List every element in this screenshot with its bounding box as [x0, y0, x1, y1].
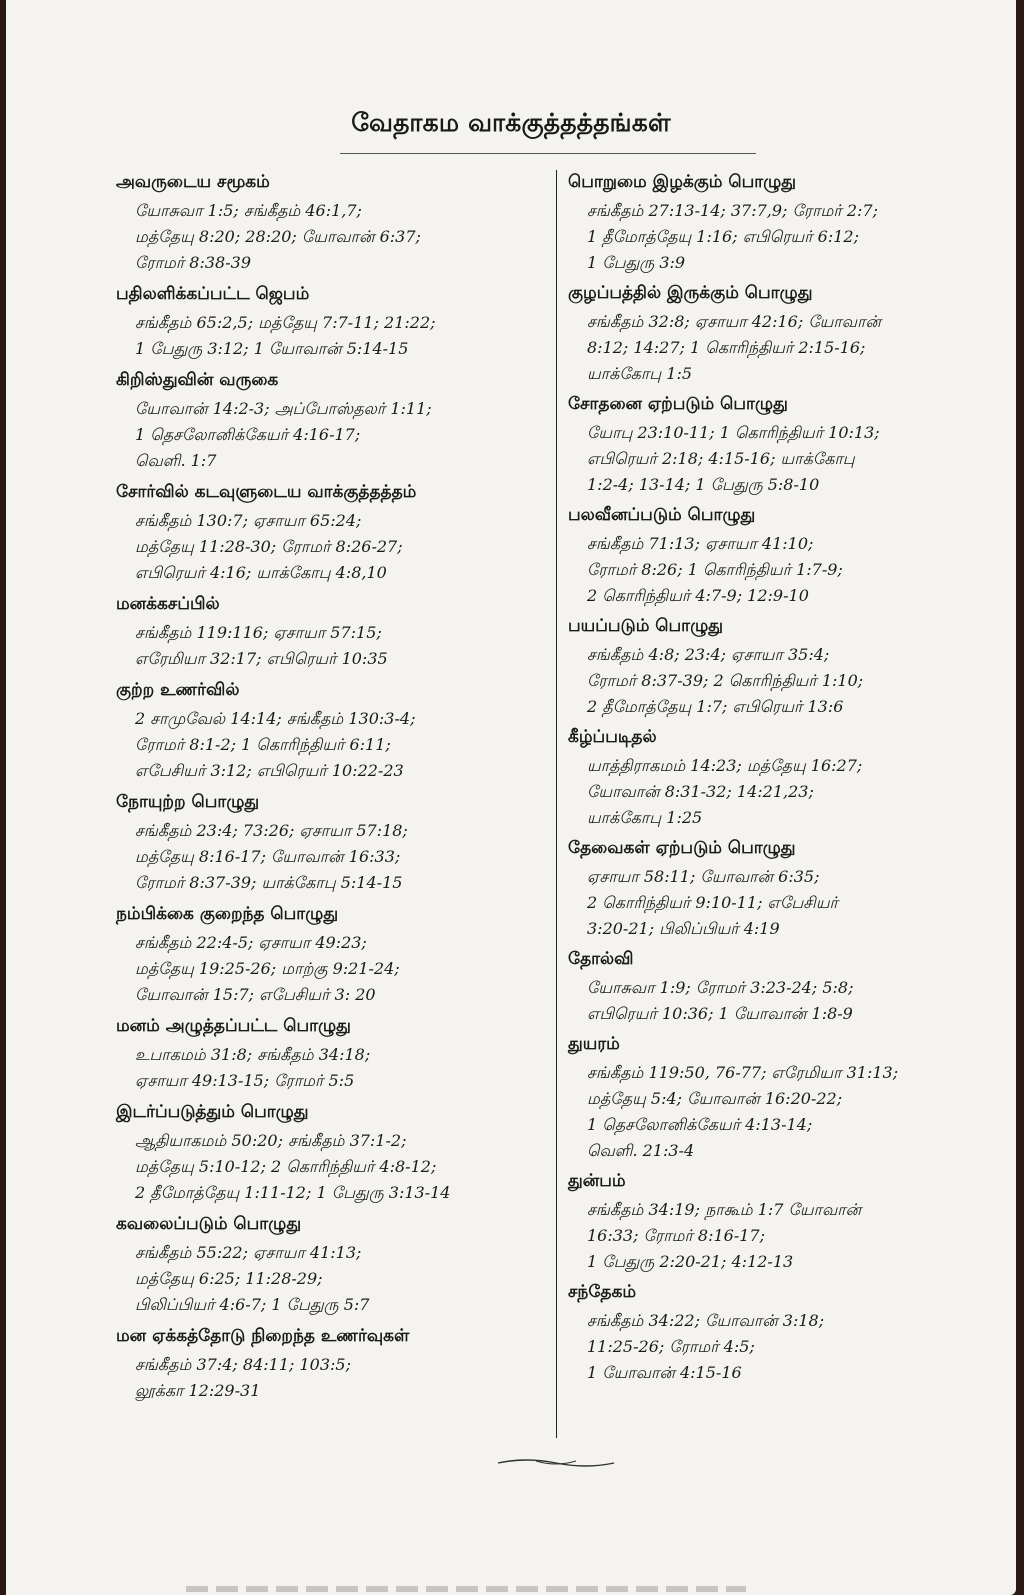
verse-references — [135, 706, 546, 784]
verse-references — [587, 864, 1008, 942]
topic-heading: சந்தேகம் — [568, 1282, 637, 1302]
topic-section — [116, 1100, 546, 1206]
verse-reference-line: மத்தேயு 5:10-12; 2 கொரிந்தியர் 4:8-12; — [135, 1157, 437, 1176]
topic-section — [568, 1280, 1008, 1386]
verse-reference-line: எபிரெயர் 2:18; 4:15-16; யாக்கோபு — [587, 449, 855, 468]
topic-section — [116, 592, 546, 672]
verse-reference-line: 1 பேதுரு 3:12; 1 யோவான் 5:14-15 — [135, 339, 409, 358]
topic-section — [568, 281, 1008, 387]
verse-reference-line: மத்தேயு 5:4; யோவான் 16:20-22; — [587, 1089, 843, 1108]
verse-reference-line: பிலிப்பியர் 4:6-7; 1 பேதுரு 5:7 — [135, 1295, 370, 1314]
topic-heading: நோயுற்ற பொழுது — [116, 792, 260, 812]
topic-heading: கவலைப்படும் பொழுது — [116, 1214, 302, 1234]
topic-heading: நம்பிக்கை குறைந்த பொழுது — [116, 904, 339, 924]
topic-heading: பொறுமை இழக்கும் பொழுது — [568, 172, 797, 192]
topic-heading: பயப்படும் பொழுது — [568, 616, 723, 636]
verse-reference-line: ரோமர் 8:1-2; 1 கொரிந்தியர் 6:11; — [135, 735, 391, 754]
verse-reference-line: சங்கீதம் 4:8; 23:4; ஏசாயா 35:4; — [587, 645, 830, 664]
title-underline — [340, 153, 756, 154]
verse-reference-line: சங்கீதம் 23:4; 73:26; ஏசாயா 57:18; — [135, 821, 408, 840]
topic-section — [568, 1169, 1008, 1275]
verse-reference-line: சங்கீதம் 65:2,5; மத்தேயு 7:7-11; 21:22; — [135, 313, 436, 332]
right-column — [568, 170, 1008, 1391]
verse-reference-line: ரோமர் 8:37-39; யாக்கோபு 5:14-15 — [135, 873, 403, 892]
page-title: வேதாகம வாக்குத்தத்தங்கள் — [351, 108, 671, 137]
topic-section — [116, 1014, 546, 1094]
verse-references — [135, 620, 546, 672]
verse-reference-line: யோபு 23:10-11; 1 கொரிந்தியர் 10:13; — [587, 423, 880, 442]
topic-heading: சோர்வில் கடவுளுடைய வாக்குத்தத்தம் — [116, 482, 417, 502]
verse-references — [587, 531, 1008, 609]
verse-reference-line: 16:33; ரோமர் 8:16-17; — [587, 1226, 765, 1245]
verse-reference-line: வெளி. 21:3-4 — [587, 1141, 695, 1160]
ornament-divider — [496, 1455, 616, 1469]
verse-reference-line: யோவான் 8:31-32; 14:21,23; — [587, 782, 814, 801]
topic-section — [116, 790, 546, 896]
verse-reference-line: எபிரெயர் 4:16; யாக்கோபு 4:8,10 — [135, 563, 387, 582]
verse-reference-line: யாத்திராகமம் 14:23; மத்தேயு 16:27; — [587, 756, 863, 775]
verse-references — [135, 310, 546, 362]
verse-references — [135, 1128, 546, 1206]
verse-references — [587, 1308, 1008, 1386]
verse-reference-line: 2 கொரிந்தியர் 9:10-11; எபேசியர் — [587, 893, 838, 912]
topic-heading: சோதனை ஏற்படும் பொழுது — [568, 394, 788, 414]
verse-reference-line: 2 தீமோத்தேயு 1:7; எபிரெயர் 13:6 — [587, 697, 844, 716]
verse-references — [587, 753, 1008, 831]
verse-reference-line: மத்தேயு 19:25-26; மாற்கு 9:21-24; — [135, 959, 400, 978]
topic-section — [116, 678, 546, 784]
topic-heading: கீழ்ப்படிதல் — [568, 727, 657, 747]
verse-reference-line: யோவான் 15:7; எபேசியர் 3: 20 — [135, 985, 376, 1004]
topic-heading: மனக்கசப்பில் — [116, 594, 220, 614]
topic-heading: மன ஏக்கத்தோடு நிறைந்த உணர்வுகள் — [116, 1326, 410, 1346]
topic-heading: துன்பம் — [568, 1171, 626, 1191]
verse-reference-line: மத்தேயு 6:25; 11:28-29; — [135, 1269, 323, 1288]
verse-references — [135, 198, 546, 276]
verse-references — [135, 930, 546, 1008]
verse-reference-line: சங்கீதம் 32:8; ஏசாயா 42:16; யோவான் — [587, 312, 881, 331]
verse-reference-line: யோசுவா 1:9; ரோமர் 3:23-24; 5:8; — [587, 978, 854, 997]
topic-heading: தோல்வி — [568, 949, 634, 969]
verse-reference-line: சங்கீதம் 22:4-5; ஏசாயா 49:23; — [135, 933, 367, 952]
verse-references — [587, 309, 1008, 387]
topic-heading: இடர்ப்படுத்தும் பொழுது — [116, 1102, 309, 1122]
next-page-bleed — [186, 1586, 746, 1592]
verse-reference-line: ரோமர் 8:37-39; 2 கொரிந்தியர் 1:10; — [587, 671, 864, 690]
verse-reference-line: மத்தேயு 11:28-30; ரோமர் 8:26-27; — [135, 537, 403, 556]
verse-reference-line: சங்கீதம் 130:7; ஏசாயா 65:24; — [135, 511, 362, 530]
verse-reference-line: எபிரெயர் 10:36; 1 யோவான் 1:8-9 — [587, 1004, 853, 1023]
verse-reference-line: ஆதியாகமம் 50:20; சங்கீதம் 37:1-2; — [135, 1131, 407, 1150]
verse-reference-line: 1 யோவான் 4:15-16 — [587, 1363, 742, 1382]
verse-reference-line: 2 சாமுவேல் 14:14; சங்கீதம் 130:3-4; — [135, 709, 416, 728]
topic-heading: தேவைகள் ஏற்படும் பொழுது — [568, 838, 796, 858]
verse-reference-line: ஏசாயா 58:11; யோவான் 6:35; — [587, 867, 820, 886]
topic-section — [116, 170, 546, 276]
verse-reference-line: சங்கீதம் 37:4; 84:11; 103:5; — [135, 1355, 351, 1374]
verse-reference-line: சங்கீதம் 119:50, 76-77; எரேமியா 31:13; — [587, 1063, 899, 1082]
topic-section — [116, 1324, 546, 1404]
topic-heading: அவருடைய சமூகம் — [116, 172, 270, 192]
topic-heading: பலவீனப்படும் பொழுது — [568, 505, 756, 525]
book-page — [6, 0, 1016, 1595]
verse-reference-line: சங்கீதம் 34:19; நாகூம் 1:7 யோவான் — [587, 1200, 862, 1219]
verse-reference-line: மத்தேயு 8:16-17; யோவான் 16:33; — [135, 847, 401, 866]
verse-references — [135, 396, 546, 474]
verse-references — [587, 1197, 1008, 1275]
verse-reference-line: 3:20-21; பிலிப்பியர் 4:19 — [587, 919, 780, 938]
topic-section — [116, 368, 546, 474]
verse-references — [587, 642, 1008, 720]
topic-section — [568, 725, 1008, 831]
verse-reference-line: யாக்கோபு 1:25 — [587, 808, 703, 827]
verse-reference-line: ஏசாயா 49:13-15; ரோமர் 5:5 — [135, 1071, 355, 1090]
verse-reference-line: யோவான் 14:2-3; அப்போஸ்தலர் 1:11; — [135, 399, 432, 418]
topic-heading: குற்ற உணர்வில் — [116, 680, 240, 700]
topic-section — [116, 480, 546, 586]
verse-reference-line: எபேசியர் 3:12; எபிரெயர் 10:22-23 — [135, 761, 404, 780]
verse-reference-line: சங்கீதம் 27:13-14; 37:7,9; ரோமர் 2:7; — [587, 201, 878, 220]
topic-section — [116, 282, 546, 362]
verse-references — [135, 508, 546, 586]
verse-references — [135, 1352, 546, 1404]
verse-reference-line: 2 தீமோத்தேயு 1:11-12; 1 பேதுரு 3:13-14 — [135, 1183, 451, 1202]
verse-reference-line: சங்கீதம் 119:116; ஏசாயா 57:15; — [135, 623, 382, 642]
topic-section — [116, 1212, 546, 1318]
verse-reference-line: வெளி. 1:7 — [135, 451, 217, 470]
verse-reference-line: சங்கீதம் 71:13; ஏசாயா 41:10; — [587, 534, 814, 553]
topic-section — [568, 1032, 1008, 1164]
topic-section — [568, 503, 1008, 609]
topic-heading: பதிலளிக்கப்பட்ட ஜெபம் — [116, 284, 310, 304]
verse-reference-line: 1 தெசலோனிக்கேயர் 4:16-17; — [135, 425, 361, 444]
verse-references — [135, 1042, 546, 1094]
verse-reference-line: 1 தீமோத்தேயு 1:16; எபிரெயர் 6:12; — [587, 227, 859, 246]
verse-reference-line: ரோமர் 8:38-39 — [135, 253, 251, 272]
verse-reference-line: 8:12; 14:27; 1 கொரிந்தியர் 2:15-16; — [587, 338, 866, 357]
verse-reference-line: சங்கீதம் 34:22; யோவான் 3:18; — [587, 1311, 825, 1330]
verse-references — [587, 420, 1008, 498]
topic-section — [568, 614, 1008, 720]
verse-references — [135, 1240, 546, 1318]
topic-heading: மனம் அழுத்தப்பட்ட பொழுது — [116, 1016, 351, 1036]
topic-section — [568, 836, 1008, 942]
verse-reference-line: 2 கொரிந்தியர் 4:7-9; 12:9-10 — [587, 586, 809, 605]
verse-references — [135, 818, 546, 896]
verse-reference-line: 1 பேதுரு 2:20-21; 4:12-13 — [587, 1252, 794, 1271]
verse-references — [587, 975, 1008, 1027]
verse-reference-line: 1 பேதுரு 3:9 — [587, 253, 686, 272]
topic-heading: குழப்பத்தில் இருக்கும் பொழுது — [568, 283, 813, 303]
verse-reference-line: சங்கீதம் 55:22; ஏசாயா 41:13; — [135, 1243, 362, 1262]
topic-heading: துயரம் — [568, 1034, 620, 1054]
verse-reference-line: லூக்கா 12:29-31 — [135, 1381, 261, 1400]
verse-reference-line: உபாகமம் 31:8; சங்கீதம் 34:18; — [135, 1045, 371, 1064]
verse-reference-line: 1:2-4; 13-14; 1 பேதுரு 5:8-10 — [587, 475, 820, 494]
verse-reference-line: 1 தெசலோனிக்கேயர் 4:13-14; — [587, 1115, 813, 1134]
topic-section — [116, 902, 546, 1008]
verse-references — [587, 1060, 1008, 1164]
verse-reference-line: ரோமர் 8:26; 1 கொரிந்தியர் 1:7-9; — [587, 560, 843, 579]
verse-reference-line: 11:25-26; ரோமர் 4:5; — [587, 1337, 755, 1356]
topic-section — [568, 392, 1008, 498]
verse-reference-line: மத்தேயு 8:20; 28:20; யோவான் 6:37; — [135, 227, 421, 246]
verse-references — [587, 198, 1008, 276]
left-column — [116, 170, 546, 1410]
topic-section — [568, 170, 1008, 276]
topic-section — [568, 947, 1008, 1027]
topic-heading: கிறிஸ்துவின் வருகை — [116, 370, 279, 390]
verse-reference-line: யோசுவா 1:5; சங்கீதம் 46:1,7; — [135, 201, 362, 220]
column-divider — [556, 170, 557, 1438]
verse-reference-line: எரேமியா 32:17; எபிரெயர் 10:35 — [135, 649, 388, 668]
verse-reference-line: யாக்கோபு 1:5 — [587, 364, 693, 383]
